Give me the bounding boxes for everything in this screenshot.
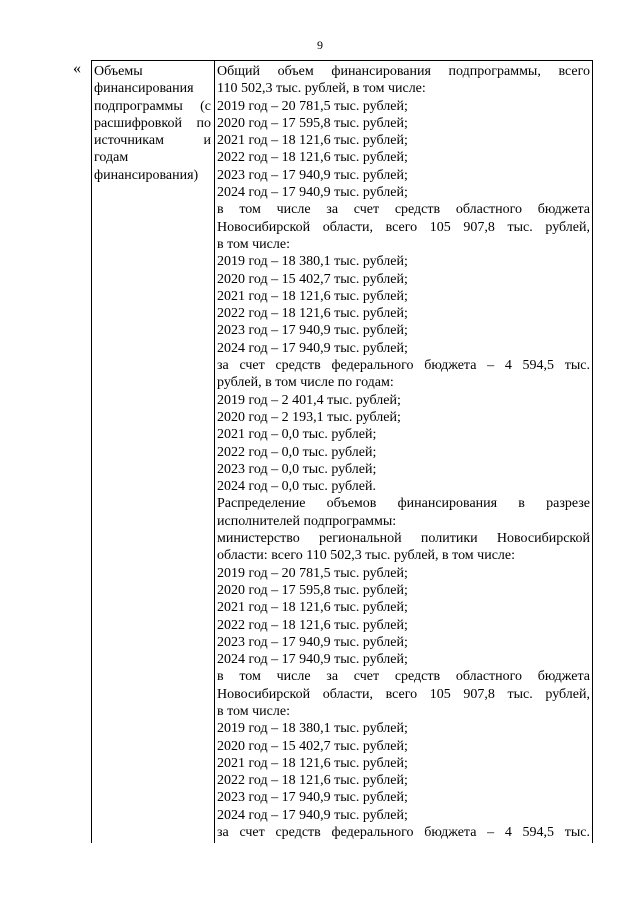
- table-cell-funding-details: [217, 63, 590, 841]
- funding-line: Общий объем финансирования подпрограммы, всего: [217, 64, 590, 79]
- funding-line: 2023 год – 0,0 тыс. рублей;: [217, 461, 377, 477]
- funding-line: 2022 год – 18 121,6 тыс. рублей;: [217, 150, 408, 166]
- funding-line: 2023 год – 17 940,9 тыс. рублей;: [217, 323, 408, 339]
- funding-line: 110 502,3 тыс. рублей, в том числе:: [217, 81, 426, 97]
- funding-line: 2024 год – 0,0 тыс. рублей.: [217, 479, 376, 495]
- funding-line: министерство региональной политики Новосибирской: [217, 531, 590, 547]
- funding-line: в том числе за счет средств областного бюджета: [217, 669, 590, 685]
- heading-line: финансирования: [94, 81, 194, 97]
- funding-line: исполнителей подпрограммы:: [217, 513, 397, 529]
- funding-line: 2022 год – 18 121,6 тыс. рублей;: [217, 773, 408, 789]
- funding-line: 2023 год – 17 940,9 тыс. рублей;: [217, 634, 408, 650]
- funding-line: 2023 год – 17 940,9 тыс. рублей;: [217, 790, 408, 806]
- funding-line: 2019 год – 2 401,4 тыс. рублей;: [217, 392, 401, 408]
- funding-line: 2021 год – 18 121,6 тыс. рублей;: [217, 133, 408, 149]
- funding-line: Распределение объемов финансирования в разрезе: [217, 496, 590, 512]
- funding-line: в том числе за счет средств областного бюджета: [217, 202, 590, 218]
- funding-line: 2022 год – 0,0 тыс. рублей;: [217, 444, 377, 460]
- funding-line: 2024 год – 17 940,9 тыс. рублей;: [217, 652, 408, 668]
- funding-line: Новосибирской области, всего 105 907,8 тыс. рублей,: [217, 219, 590, 235]
- funding-line: 2021 год – 18 121,6 тыс. рублей;: [217, 755, 408, 771]
- heading-line: годам: [94, 150, 129, 166]
- funding-line: за счет средств федерального бюджета – 4 594,5 тыс.: [217, 358, 590, 374]
- funding-line: области: всего 110 502,3 тыс. рублей, в том числе:: [217, 548, 515, 564]
- funding-line: 2024 год – 17 940,9 тыс. рублей;: [217, 807, 408, 823]
- funding-line: 2020 год – 2 193,1 тыс. рублей;: [217, 409, 401, 425]
- funding-line: 2024 год – 17 940,9 тыс. рублей;: [217, 185, 408, 201]
- funding-line: 2020 год – 15 402,7 тыс. рублей;: [217, 271, 408, 287]
- heading-line: Объемы: [94, 64, 143, 79]
- funding-line: 2022 год – 18 121,6 тыс. рублей;: [217, 617, 408, 633]
- column-divider: [214, 60, 215, 843]
- funding-line: 2023 год – 17 940,9 тыс. рублей;: [217, 167, 408, 183]
- heading-line: расшифровкой по: [94, 115, 211, 131]
- heading-line: источникам и: [94, 133, 211, 149]
- funding-line: 2021 год – 18 121,6 тыс. рублей;: [217, 288, 408, 304]
- funding-line: 2019 год – 18 380,1 тыс. рублей;: [217, 254, 408, 270]
- funding-line: в том числе:: [217, 703, 290, 719]
- table-cell-heading: [94, 63, 211, 184]
- page-number: 9: [317, 38, 323, 52]
- funding-line: 2020 год – 15 402,7 тыс. рублей;: [217, 738, 408, 754]
- funding-line: Новосибирской области, всего 105 907,8 тыс. рублей,: [217, 686, 590, 702]
- funding-line: 2021 год – 0,0 тыс. рублей;: [217, 427, 377, 443]
- funding-line: 2019 год – 18 380,1 тыс. рублей;: [217, 721, 408, 737]
- opening-quote-mark: «: [73, 60, 81, 77]
- funding-line: 2019 год – 20 781,5 тыс. рублей;: [217, 98, 408, 114]
- funding-line: за счет средств федерального бюджета – 4 594,5 тыс.: [217, 825, 590, 841]
- funding-line: 2020 год – 17 595,8 тыс. рублей;: [217, 115, 408, 131]
- funding-line: 2020 год – 17 595,8 тыс. рублей;: [217, 582, 408, 598]
- heading-line: подпрограммы (с: [94, 98, 211, 114]
- funding-line: 2024 год – 17 940,9 тыс. рублей;: [217, 340, 408, 356]
- funding-line: рублей, в том числе по годам:: [217, 375, 394, 391]
- funding-line: в том числе:: [217, 236, 290, 252]
- funding-line: 2021 год – 18 121,6 тыс. рублей;: [217, 600, 408, 616]
- funding-line: 2019 год – 20 781,5 тыс. рублей;: [217, 565, 408, 581]
- heading-line: финансирования): [94, 167, 199, 183]
- funding-line: 2022 год – 18 121,6 тыс. рублей;: [217, 306, 408, 322]
